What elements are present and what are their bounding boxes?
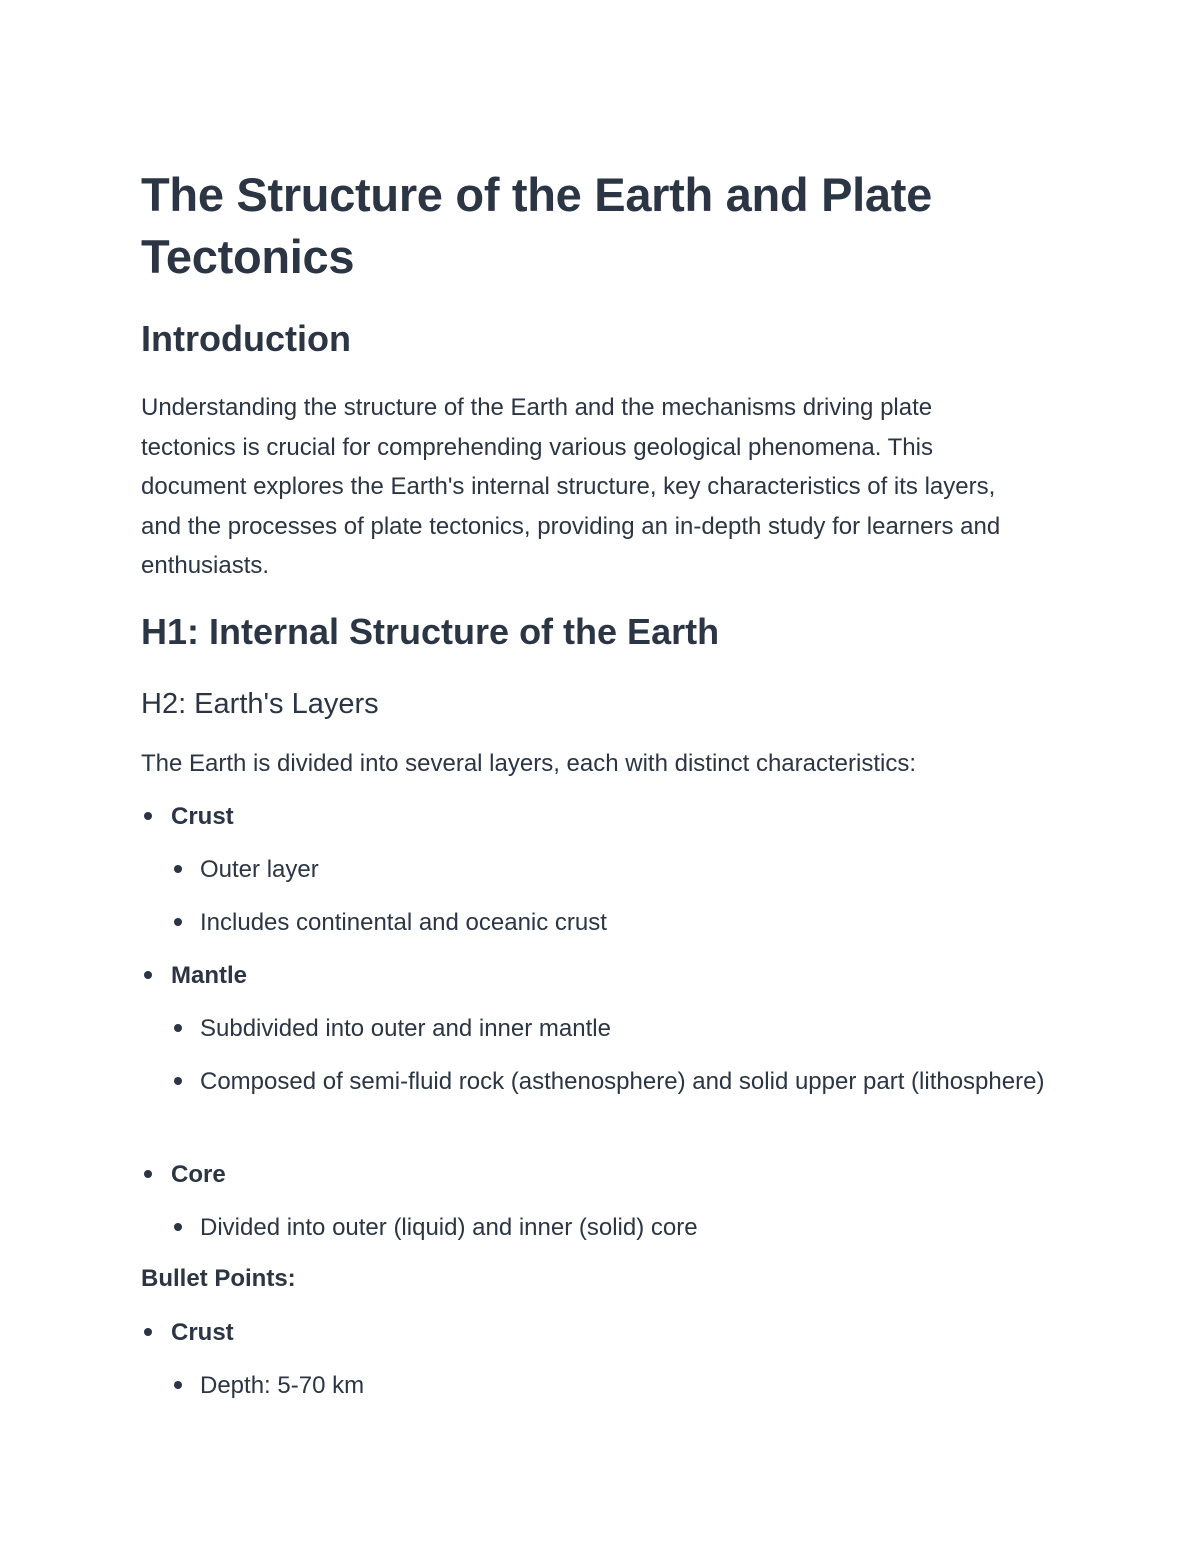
- bullet-icon: [174, 1024, 182, 1032]
- list-item-text: Outer layer: [200, 856, 319, 883]
- bullet-icon: [144, 971, 152, 979]
- document-title: The Structure of the Earth and Plate Tectonics: [141, 168, 932, 283]
- list-item-label: Crust: [171, 803, 234, 830]
- layers-lead-text: The Earth is divided into several layers, each with distinct characteristics:: [141, 750, 916, 777]
- list-item-label: Mantle: [171, 962, 248, 989]
- bullet-icon: [174, 1381, 182, 1389]
- intro-paragraph: Understanding the structure of the Earth and the mechanisms driving plate tectonics is crucial for comprehending various geological phenomena. This document explores the Earth's internal structure, key characteristics of its layers, and the processes of plate tectonics, providing an in-depth study for learners and enthusiasts.: [141, 394, 1001, 579]
- list-item-label: Crust: [171, 1319, 234, 1346]
- list-item-text: Divided into outer (liquid) and inner (solid) core: [200, 1214, 698, 1241]
- list-item-text: Depth: 5-70 km: [200, 1372, 365, 1399]
- list-item-text: Subdivided into outer and inner mantle: [200, 1015, 611, 1042]
- bullet-icon: [174, 1077, 182, 1085]
- bullet-icon: [174, 1223, 182, 1231]
- bullet-icon: [144, 1170, 152, 1178]
- bullet-icon: [144, 812, 152, 820]
- bullet-icon: [144, 1328, 152, 1336]
- bullet-icon: [174, 865, 182, 873]
- intro-heading: Introduction: [141, 318, 351, 359]
- subsection-heading-earths-layers: H2: Earth's Layers: [141, 688, 379, 720]
- list-item-label: Core: [171, 1161, 226, 1188]
- bullet-icon: [174, 918, 182, 926]
- section-heading-internal-structure: H1: Internal Structure of the Earth: [141, 611, 720, 652]
- bullet-points-label: Bullet Points:: [141, 1265, 296, 1292]
- list-item-text: Composed of semi-fluid rock (asthenosphere) and solid upper part (lithosphere): [200, 1068, 1045, 1095]
- list-item-text: Includes continental and oceanic crust: [200, 909, 607, 936]
